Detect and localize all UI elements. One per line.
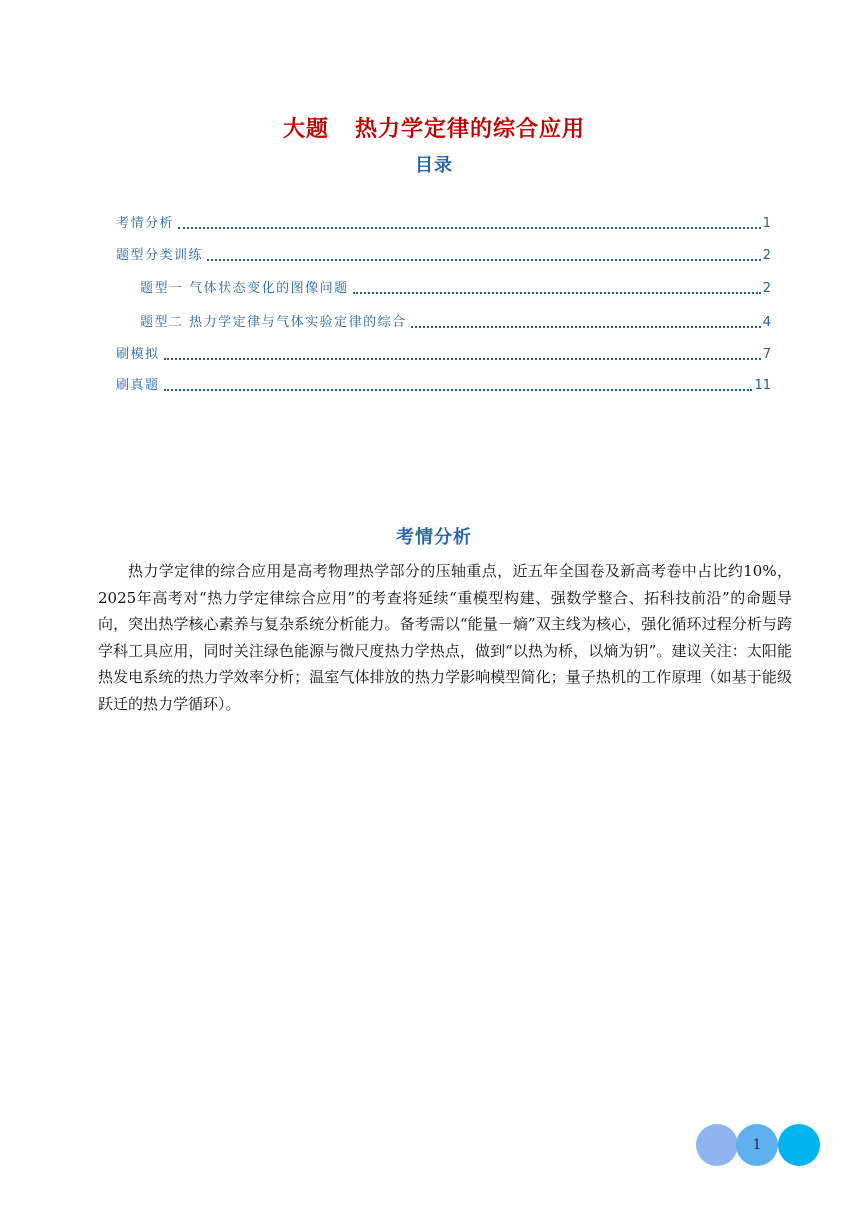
- toc-item-label: 题型二 热力学定律与气体实验定律的综合: [140, 315, 407, 330]
- toc-item-label: 刷模拟: [116, 347, 160, 362]
- badge-circle-page-number: [736, 1124, 778, 1166]
- badge-circle-left: [696, 1124, 738, 1166]
- page-number-badge: [696, 1124, 826, 1168]
- analysis-paragraph: 热力学定律的综合应用是高考物理热学部分的压轴重点，近五年全国卷及新高考卷中占比约10%，2025年高考对“热力学定律综合应用”的考查将延续“重模型构建、强数学整合、拓科技前沿”的命题导向，突出热学核心素养与复杂系统分析能力。备考需以“能量－熵”双主线为核心，强化循环过程分析与跨学科工具应用，同时关注绿色能源与微尺度热力学热点，做到“以热为桥，以熵为钥”。建议关注：太阳能热发电系统的热力学效率分析；温室气体排放的热力学影响模型简化；量子热机的工作原理（如基于能级跃迁的热力学循环）。: [98, 562, 792, 713]
- toc-item-simulation[interactable]: [116, 339, 771, 365]
- toc-dot-leader: [353, 291, 761, 294]
- toc-dot-leader: [411, 325, 761, 328]
- badge-circle-right: [778, 1124, 820, 1166]
- toc-item-classification[interactable]: [116, 240, 771, 266]
- toc-item-type-two[interactable]: [140, 307, 771, 333]
- toc-dot-leader: [164, 357, 761, 360]
- toc-item-page: 11: [754, 378, 771, 393]
- toc-item-page: 4: [762, 315, 771, 330]
- toc-heading: 目录: [415, 155, 453, 176]
- toc-dot-leader: [178, 226, 761, 229]
- toc-item-label: 题型分类训练: [116, 248, 204, 263]
- document-title-part2: 热力学定律的综合应用: [355, 117, 586, 142]
- toc-item-label: 题型一 气体状态变化的图像问题: [140, 281, 349, 296]
- toc-item-analysis[interactable]: [116, 208, 771, 234]
- toc-item-label: 刷真题: [116, 378, 160, 393]
- document-title-part1: 大题: [282, 117, 329, 142]
- toc-dot-leader: [207, 258, 761, 261]
- page-number: 1: [752, 1137, 762, 1153]
- toc-dot-leader: [164, 388, 753, 391]
- toc-item-real-exams[interactable]: [116, 370, 771, 396]
- toc-item-page: 7: [762, 347, 771, 362]
- toc-item-type-one[interactable]: [140, 273, 771, 299]
- toc-item-page: 1: [762, 216, 771, 231]
- document-title: [0, 114, 868, 146]
- toc-item-page: 2: [762, 248, 771, 263]
- analysis-heading: 考情分析: [396, 527, 472, 548]
- toc-item-page: 2: [762, 281, 771, 296]
- toc-item-label: 考情分析: [116, 216, 175, 231]
